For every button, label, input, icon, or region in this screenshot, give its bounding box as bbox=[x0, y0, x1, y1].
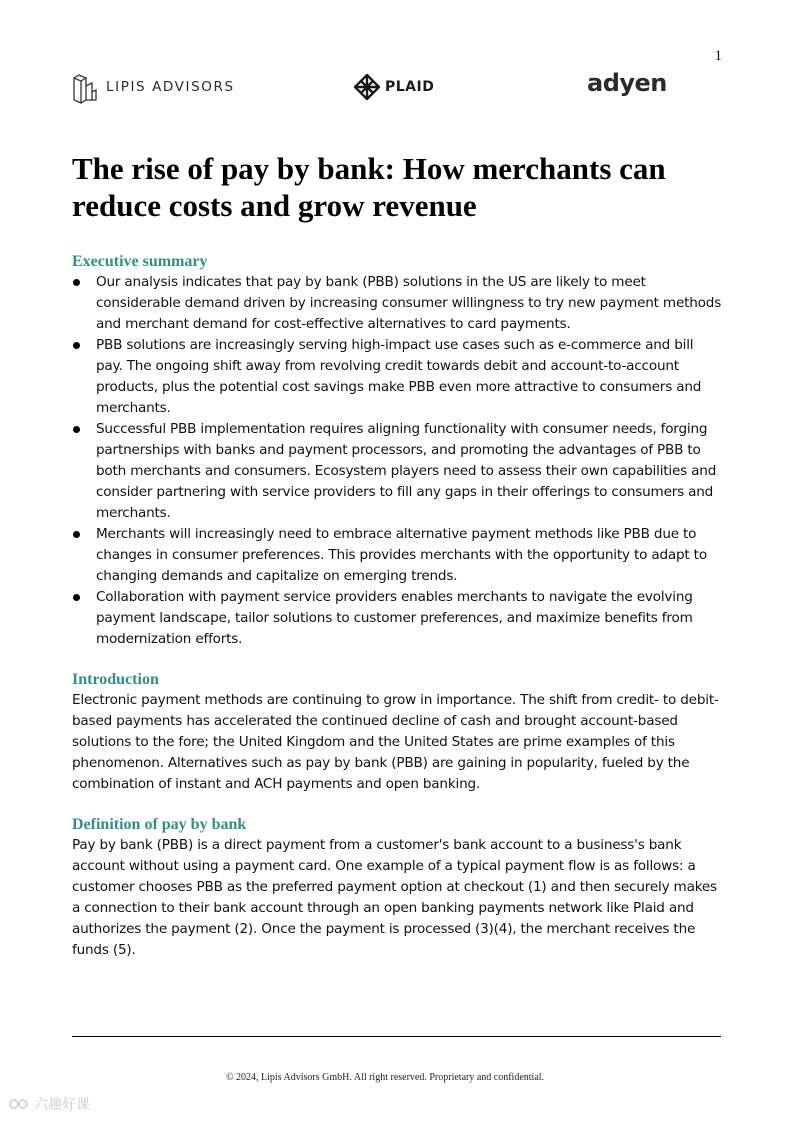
executive-summary-list bbox=[72, 272, 722, 650]
adyen-logo bbox=[587, 71, 667, 95]
lipis-advisors-logo bbox=[72, 70, 235, 104]
introduction-heading: Introduction bbox=[72, 671, 159, 688]
list-item bbox=[72, 419, 722, 524]
plaid-wordmark: PLAID bbox=[385, 79, 435, 95]
watermark-text: 六趣好课 bbox=[34, 1097, 90, 1113]
footer-divider bbox=[72, 1036, 721, 1037]
list-item bbox=[72, 524, 722, 587]
definition-heading: Definition of pay by bank bbox=[72, 816, 247, 833]
list-item bbox=[72, 272, 722, 335]
list-item bbox=[72, 335, 722, 419]
introduction-section bbox=[72, 670, 722, 795]
definition-section bbox=[72, 815, 722, 961]
bullet-icon bbox=[73, 531, 80, 538]
page-number: 1 bbox=[714, 48, 722, 64]
watermark-logo-icon bbox=[8, 1096, 30, 1112]
main-content bbox=[72, 252, 722, 961]
lipis-building-icon bbox=[72, 70, 98, 104]
plaid-pattern-icon bbox=[353, 73, 381, 101]
bullet-icon bbox=[73, 342, 80, 349]
watermark bbox=[8, 1094, 90, 1114]
adyen-wordmark: adyen bbox=[587, 69, 667, 97]
page-title: The rise of pay by bank: How merchants can reduce costs and grow revenue bbox=[72, 151, 666, 223]
plaid-logo bbox=[353, 73, 434, 101]
bullet-text: PBB solutions are increasingly serving high-impact use cases such as e-commerce and bill pay. The ongoing shift away from revolving credit towards debit and account-to-account products, plus the potential cost savings make PBB even more attractive to consumers and merchants. bbox=[96, 337, 702, 416]
list-item bbox=[72, 587, 722, 650]
executive-summary-section bbox=[72, 252, 722, 650]
bullet-text: Successful PBB implementation requires aligning functionality with consumer needs, forging partnerships with banks and payment processors, and promoting the advantages of PBB to both merchants and consumers. Ecosystem players need to assess their own capabilities and consider partnering with service providers to fill any gaps in their offerings to consumers and merchants. bbox=[96, 421, 717, 521]
bullet-icon bbox=[73, 426, 80, 433]
lipis-advisors-wordmark: LIPIS ADVISORS bbox=[106, 79, 235, 95]
bullet-text: Collaboration with payment service providers enables merchants to navigate the evolving payment landscape, tailor solutions to customer preferences, and maximize benefits from modernization efforts. bbox=[96, 589, 693, 647]
bullet-text: Our analysis indicates that pay by bank (PBB) solutions in the US are likely to meet considerable demand driven by increasing consumer willingness to try new payment methods and merchant demand for cost-effective alternatives to card payments. bbox=[96, 274, 722, 332]
partner-logos bbox=[72, 70, 722, 110]
introduction-paragraph: Electronic payment methods are continuing to grow in importance. The shift from credit- to debit-based payments has accelerated the continued decline of cash and brought account-based solutions to the fore; the United Kingdom and the United States are prime examples of this phenomenon. Alternatives such as pay by bank (PBB) are gaining in popularity, fueled by the combination of instant and ACH payments and open banking. bbox=[72, 692, 719, 792]
executive-summary-heading: Executive summary bbox=[72, 253, 208, 270]
definition-paragraph: Pay by bank (PBB) is a direct payment from a customer's bank account to a business's bank account without using a payment card. One example of a typical payment flow is as follows: a customer chooses PBB as the preferred payment option at checkout (1) and then securely makes a connection to their bank account through an open banking payments network like Plaid and authorizes the payment (2). Once the payment is processed (3)(4), the merchant receives the funds (5). bbox=[72, 837, 717, 958]
bullet-text: Merchants will increasingly need to embrace alternative payment methods like PBB due to changes in consumer preferences. This provides merchants with the opportunity to adapt to changing demands and capitalize on emerging trends. bbox=[96, 526, 707, 584]
footer-copyright: © 2024, Lipis Advisors GmbH. All right reserved. Proprietary and confidential. bbox=[225, 1072, 545, 1083]
bullet-icon bbox=[73, 279, 80, 286]
bullet-icon bbox=[73, 594, 80, 601]
